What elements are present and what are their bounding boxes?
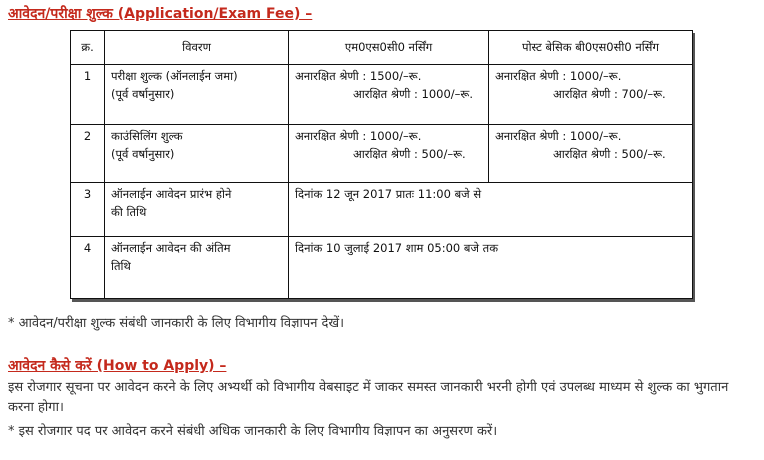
reserved-fee: आरक्षित श्रेणी : 1000/–रू. <box>353 86 473 101</box>
row-number: 2 <box>71 125 105 183</box>
table-row <box>71 125 693 183</box>
description-line: (पूर्व वर्षानुसार) <box>111 86 175 101</box>
reserved-fee: आरक्षित श्रेणी : 500/–रू. <box>553 146 666 161</box>
table-row <box>71 65 693 125</box>
unreserved-fee: अनारक्षित श्रेणी : 1000/–रू. <box>495 69 622 83</box>
reserved-fee: आरक्षित श्रेणी : 500/–रू. <box>353 146 466 161</box>
table-row <box>71 183 693 237</box>
header-msc-nursing: एम0एस0सी0 नर्सिंग <box>289 31 489 65</box>
fee-heading: आवेदन/परीक्षा शुल्क (Application/Exam Fee) – <box>8 6 313 22</box>
apply-text: इस रोजगार सूचना पर आवेदन करने के लिए अभ्यर्थी को विभागीय वेबसाइट में जाकर समस्त जानकारी भरनी होगी एवं उपलब्ध माध्यम से शुल्क का भुगतान करना होगा। <box>8 380 729 416</box>
description-line: की तिथि <box>111 204 147 219</box>
description-line: तिथि <box>111 258 131 273</box>
header-description: विवरण <box>105 31 289 65</box>
row-description <box>105 125 289 183</box>
table-header-row <box>71 31 693 65</box>
apply-heading: आवेदन कैसे करें (How to Apply) – <box>8 358 227 374</box>
unreserved-fee: अनारक्षित श्रेणी : 1000/–रू. <box>295 129 422 143</box>
bsc-fee-cell <box>489 65 693 125</box>
description-line: ऑनलाईन आवेदन की अंतिम <box>111 241 231 255</box>
row-description <box>105 65 289 125</box>
msc-fee-cell <box>289 65 489 125</box>
description-line: परीक्षा शुल्क (ऑनलाईन जमा) <box>111 69 238 83</box>
description-line: काउंसिलिंग शुल्क <box>111 129 183 143</box>
row-number: 4 <box>71 237 105 299</box>
date-cell: दिनांक 10 जुलाई 2017 शाम 05:00 बजे तक <box>289 237 693 299</box>
header-post-basic-bsc-nursing: पोस्ट बेसिक बी0एस0सी0 नर्सिंग <box>489 31 693 65</box>
msc-fee-cell <box>289 125 489 183</box>
date-cell: दिनांक 12 जून 2017 प्रातः 11:00 बजे से <box>289 183 693 237</box>
row-number: 3 <box>71 183 105 237</box>
table-row <box>71 237 693 299</box>
unreserved-fee: अनारक्षित श्रेणी : 1500/–रू. <box>295 69 422 83</box>
row-number: 1 <box>71 65 105 125</box>
header-serial: क्र. <box>71 31 105 65</box>
fee-table <box>70 30 693 299</box>
fee-note: * आवेदन/परीक्षा शुल्क संबंधी जानकारी के लिए विभागीय विज्ञापन देखें। <box>8 316 345 331</box>
bsc-fee-cell <box>489 125 693 183</box>
row-description <box>105 237 289 299</box>
unreserved-fee: अनारक्षित श्रेणी : 1000/–रू. <box>495 129 622 143</box>
row-description <box>105 183 289 237</box>
description-line: ऑनलाईन आवेदन प्रारंभ होने <box>111 187 232 201</box>
description-line: (पूर्व वर्षानुसार) <box>111 146 175 161</box>
reserved-fee: आरक्षित श्रेणी : 700/–रू. <box>553 86 666 101</box>
apply-note: * इस रोजगार पद पर आवेदन करने संबंधी अधिक जानकारी के लिए विभागीय विज्ञापन का अनुसरण करें। <box>8 424 498 439</box>
